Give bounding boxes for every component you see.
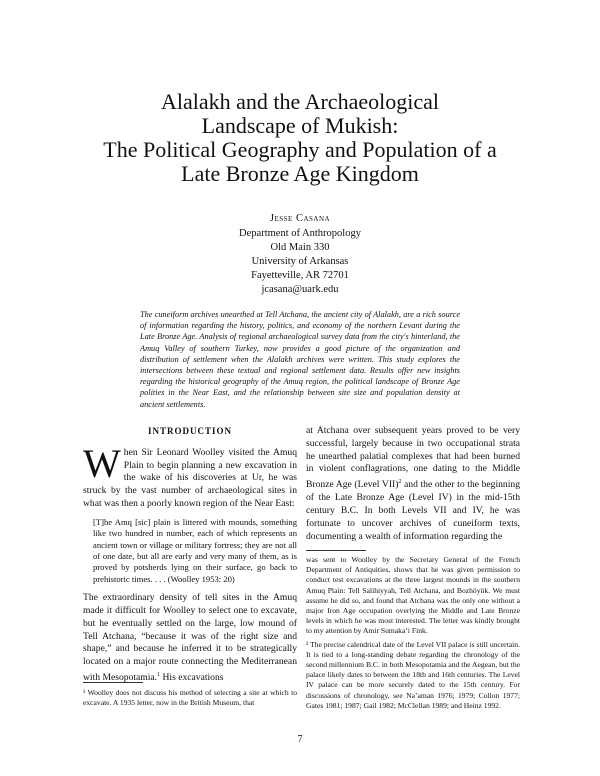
title-line: Landscape of Mukish: <box>201 113 399 138</box>
title-line: Late Bronze Age Kingdom <box>181 161 419 186</box>
body-paragraph-text: The extraordinary density of tell sites in the Amuq made it difficult for Woolley to select one to excavate, but he eventually settled on the large, low mound of Tell Atchana, “because it was of the right size and shape,” and because he inferred it to be strategically located on a major route connecting the Mediterranean with Mesopotamia. <box>83 592 297 684</box>
author-block <box>150 212 450 297</box>
right-column <box>306 425 520 549</box>
paper-title <box>60 90 540 186</box>
section-heading: INTRODUCTION <box>147 426 232 436</box>
body-paragraph <box>83 592 297 685</box>
abstract: The cuneiform archives unearthed at Tell Atchana, the ancient city of Alalakh, are a rich source of information regarding the history, politics, and economy of the northern Levant during the Late Bronze Age. Analysis of regional archaeological survey data from the city's hinterland, the Amuq Valley of southern Turkey, now provides a good picture of the organization and distribution of settlement when the Alalakh archives were written. This study explores the intersections between these textual and regional settlement data. Results offer new insights regarding the historical geography of the Amuq region, the political landscape of Bronze Age polities in the Near East, and the relationship between site size and population density at ancient settlements. <box>140 310 460 409</box>
author-city: Fayetteville, AR 72701 <box>251 270 349 281</box>
body-paragraph-text: and the other to the beginning of the Late Bronze Age (Level IV) in the mid-15th century B.C. In both Levels VII and IV, he was fortunate to uncover archives of cuneiform texts, documenting a wealth of information regarding the <box>306 479 520 542</box>
intro-paragraph <box>83 440 297 511</box>
body-paragraph <box>306 425 520 543</box>
author-email: jcasana@uark.edu <box>261 284 339 295</box>
footnote-marker[interactable]: 2 <box>398 479 402 486</box>
intro-paragraph-text: hen Sir Leonard Woolley visited the Amuq Plain to begin planning a new excavation in the wake of his discoveries at Ur, he was struck by the vast number of archaeological sites in what was then a poorly known region of the Near East: <box>83 446 297 509</box>
author-university: University of Arkansas <box>251 256 349 267</box>
author-name: Jesse Casana <box>269 213 331 224</box>
author-department: Department of Anthropology <box>239 228 361 239</box>
footnote-rule <box>83 682 143 683</box>
body-paragraph-text: at Atchana over subsequent years proved to be very successful, largely because in two occupational strata he unearthed palatial complexes that had been burned in violent conflagrations, one dating to the Middle Bronze Age (Level VII) <box>306 425 520 491</box>
drop-cap: W <box>83 440 121 486</box>
title-line: Alalakh and the Archaeological <box>161 89 439 114</box>
footnote: ¹ Woolley does not discuss his method of selecting a site at which to excavate. A 1935 letter, now in the British Museum, that <box>83 688 297 708</box>
footnote-marker[interactable]: 1 <box>157 672 161 678</box>
footnote: was sent to Woolley by the Secretary General of the French Department of Antiquities, shows that he was given permission to conduct test excavations at the three largest mounds in the southern Amuq Plain: Tell Salihiyyah, Tell Atchana, and Bozhöyük. We must assume he did so, and found that Atchana was the only one without a major Iron Age occupation overlying the Middle and Late Bronze levels in which he was most interested. The letter was kindly brought to my attention by Amir Sumaka’i Fink. <box>306 555 520 636</box>
author-building: Old Main 330 <box>270 242 330 253</box>
footnotes-right <box>306 555 520 714</box>
body-paragraph-text: His excavations <box>160 672 224 684</box>
title-line: The Political Geography and Population of a <box>103 137 497 162</box>
footnote: ² The precise calendrical date of the Level VII palace is still uncertain. It is tied to a long-standing debate regarding the chronology of the second millennium B.C. in both Mesopotamia and the Aegean, but the palace likely dates to between the 18th and 16th centuries. The Level IV palace can be more securely dated to the 15th century. For discussions of chronology, see Na’aman 1976; 1979; Collon 1977; Gates 1981; 1987; Gail 1982; McClellan 1989; and Heinz 1992. <box>306 639 520 710</box>
footnotes-left <box>83 688 297 711</box>
page-number: 7 <box>297 734 303 745</box>
footnote-rule <box>306 550 366 551</box>
block-quote: [T]he Amq [sic] plain is littered with mounds, something like two hundred in number, each of which represents an ancient town or village or military fortress; they are not all of one date, but all are early and very many of them, as is proved by potsherds lying on their surface, go back to prehistoric times. . . . (Woolley 1953: 20) <box>93 516 297 584</box>
left-column <box>83 425 297 691</box>
